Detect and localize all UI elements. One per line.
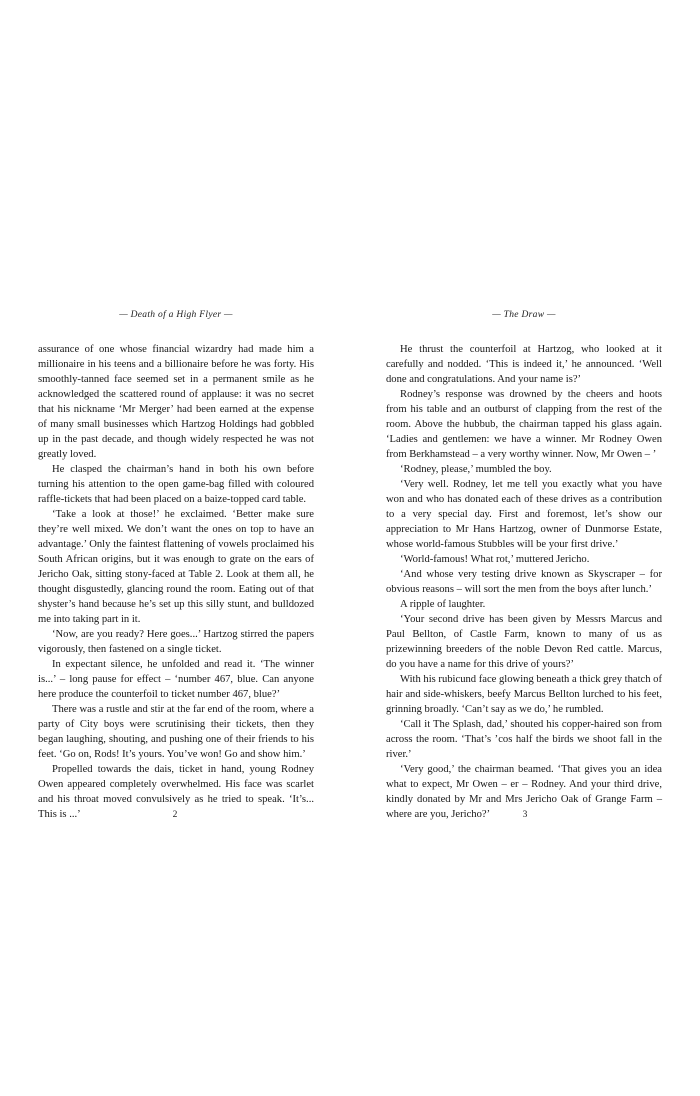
paragraph: A ripple of laughter. — [400, 599, 486, 610]
paragraph: Propelled towards the dais, ticket in hand, young Rodney Owen appeared completely overwhelmed. His face was scarlet and his throat moved convulsively as he tried to speak. ‘It’s... This is ...’ — [38, 764, 314, 820]
paragraph: ‘Take a look at those!’ he exclaimed. ‘Better make sure they’re well mixed. We don’t want the ones on top to have an advantage.’ Only the faintest flattening of vowels proclaimed his South African origins, but it was enough to grate on the ears of Jericho Oak, sitting stony-faced at Table 2. Look at them all, he thought disgustedly, glancing round the room. Eating out of that shyster’s hand because he’s set up this silly stunt, and bulldozed me into taking part in it. — [38, 509, 314, 625]
paragraph: Rodney’s response was drowned by the cheers and hoots from his table and an outburst of clapping from the rest of the room. Above the hubbub, the chairman tapped his glass again. ‘Ladies and gentlemen: we have a winner. Mr Rodney Owen from Berkhamstead – a very worthy winner. Now, Mr Owen – ’ — [386, 389, 662, 460]
paragraph: There was a rustle and stir at the far end of the room, where a party of City boys were scrutinising their tickets, then they began laughing, shouting, and pushing one of their friends to his feet. ‘Go on, Rods! It’s yours. You’ve won! Go and show him.’ — [38, 704, 314, 760]
paragraph: ‘Very well. Rodney, let me tell you exactly what you have won and who has donated each of these drives as a contribution to a very special day. First and foremost, let’s show our appreciation to Mr Hans Hartzog, owner of Dunmorse Estate, whose world-famous Stubbles will be your first drive.’ — [386, 479, 662, 550]
page-right — [350, 0, 700, 1096]
paragraph: ‘World-famous! What rot,’ muttered Jericho. — [400, 554, 590, 565]
paragraph: With his rubicund face glowing beneath a thick grey thatch of hair and side-whiskers, beefy Marcus Bellton lurched to his feet, grinning broadly. ‘Can’t say as we do,’ he rumbled. — [386, 674, 662, 715]
folio-right: 3 — [522, 810, 528, 820]
paragraph: ‘Call it The Splash, dad,’ shouted his copper-haired son from across the room. ‘That’s ’cos half the birds we shoot fall in the river.’ — [386, 719, 662, 760]
body-text-right — [386, 342, 662, 822]
paragraph: He clasped the chairman’s hand in both his own before turning his attention to the open game-bag filled with coloured raffle-tickets that had been placed on a baize-topped card table. — [38, 464, 314, 505]
paragraph: ‘Rodney, please,’ mumbled the boy. — [400, 464, 552, 475]
running-head-right: — The Draw — — [492, 310, 556, 320]
running-head-left: — Death of a High Flyer — — [119, 310, 233, 320]
paragraph: ‘Very good,’ the chairman beamed. ‘That gives you an idea what to expect, Mr Owen – er – Rodney. And your third drive, kindly donated by Mr and Mrs Jericho Oak of Grange Farm – where are you, Jericho?’ — [386, 764, 662, 820]
paragraph: ‘Now, are you ready? Here goes...’ Hartzog stirred the papers vigorously, then fastened on a single ticket. — [38, 629, 314, 655]
body-text-left — [38, 342, 314, 822]
paragraph: ‘Your second drive has been given by Messrs Marcus and Paul Bellton, of Castle Farm, known to many of us as prizewinning breeders of the noble Devon Red cattle. Marcus, do you have a name for this drive of yours?’ — [386, 614, 662, 670]
folio-left: 2 — [172, 810, 178, 820]
paragraph: In expectant silence, he unfolded and read it. ‘The winner is...’ – long pause for effect – ‘number 467, blue. Can anyone here produce the counterfoil to ticket number 467, blue?’ — [38, 659, 314, 700]
paragraph: He thrust the counterfoil at Hartzog, who looked at it carefully and nodded. ‘This is indeed it,’ he announced. ‘Well done and congratulations. And your name is?’ — [386, 344, 662, 385]
paragraph: ‘And whose very testing drive known as Skyscraper – for obvious reasons – will sort the men from the boys after lunch.’ — [386, 569, 662, 595]
paragraph: assurance of one whose financial wizardry had made him a millionaire in his teens and a billionaire before he was forty. His smoothly-tanned face seemed set in a permanent smile as he acknowledged the scattered round of applause: it was no secret that his nickname ‘Mr Merger’ had been earned at the expense of many small businesses which Hartzog Holdings had gobbled up in the past decade, and though widely respected he was not greatly loved. — [38, 344, 314, 460]
